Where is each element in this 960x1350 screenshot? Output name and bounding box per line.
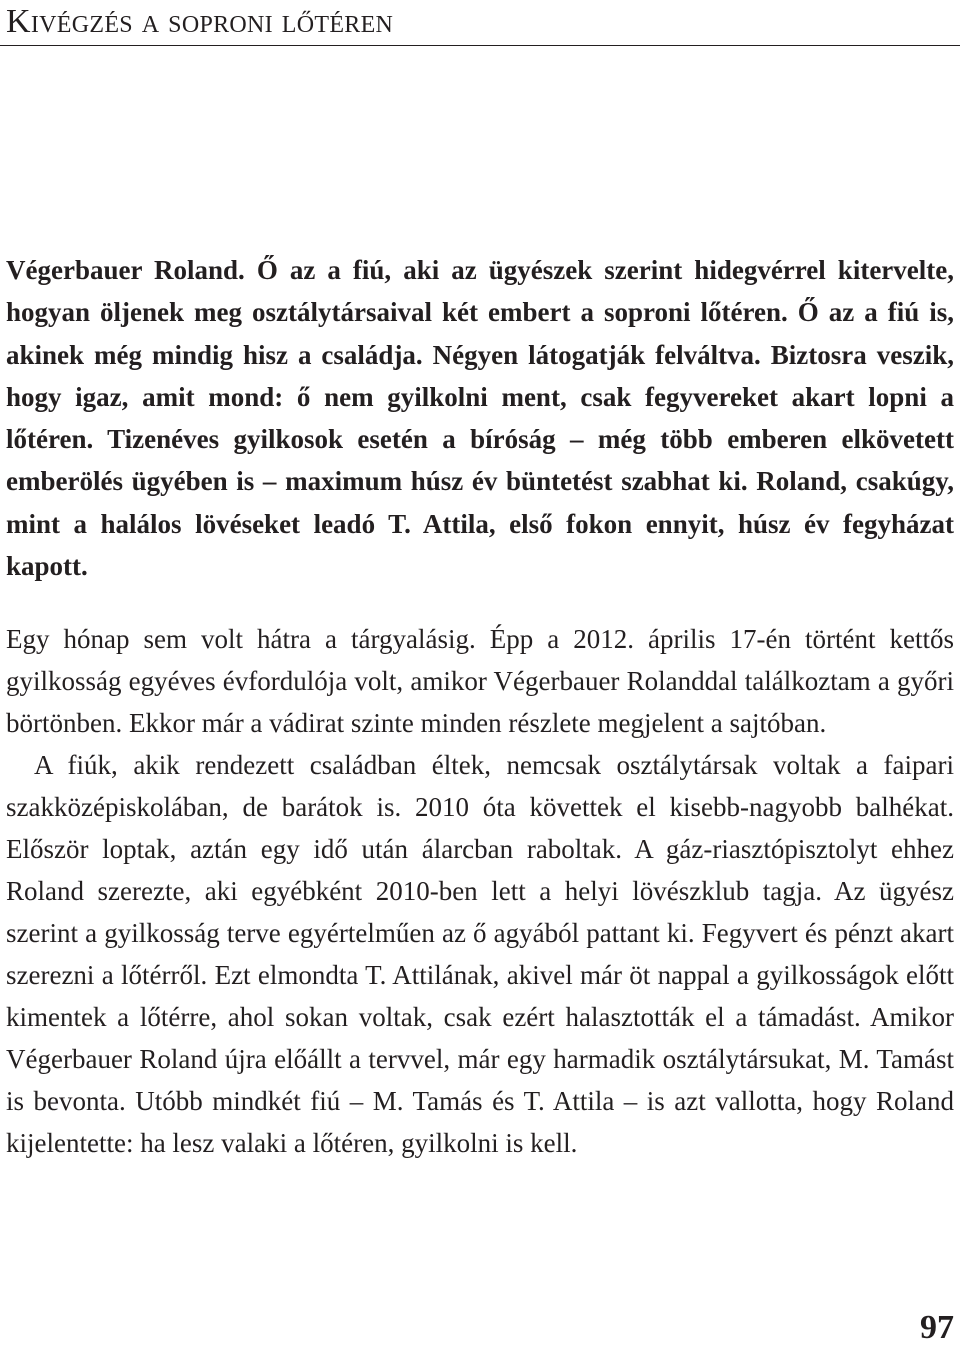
page-number: 97 [920, 1309, 954, 1346]
title-divider [0, 45, 960, 46]
chapter-title: Kivégzés a soproni lőtéren [6, 3, 394, 40]
body-paragraph: A fiúk, akik rendezett családban éltek, nemcsak osztálytársak voltak a faipari szakközépiskolában, de barátok is. 2010 óta követtek el kisebb-nagyobb balhékat. Először loptak, aztán egy idő után álarcban raboltak. A gáz-riasztópisztolyt ehhez Roland szerezte, aki egyébként 2010-ben lett a helyi lövészklub tagja. Az ügyész szerint a gyilkosság terve egyértelműen az ő agyából pattant ki. Fegyvert és pénzt akart szerezni a lőtérről. Ezt elmondta T. Attilának, akivel már öt nappal a gyilkosságok előtt kimentek a lőtérre, ahol sokan voltak, csak ezért halasztották el a támadást. Amikor Végerbauer Roland újra előállt a tervvel, már egy harmadik osztálytársukat, M. Tamást is bevonta. Utóbb mindkét fiú – M. Tamás és T. Attila – is azt vallotta, hogy Roland kijelentette: ha lesz valaki a lőtéren, gyilkolni is kell. [6, 750, 954, 1158]
lead-paragraph: Végerbauer Roland. Ő az a fiú, aki az ügyészek szerint hidegvérrel kitervelte, hogyan öljenek meg osztálytársaival két embert a soproni lőtéren. Ő az a fiú is, akinek még mindig hisz a családja. Négyen látogatják felváltva. Biztosra veszik, hogy igaz, amit mond: ő nem gyilkolni ment, csak fegyvereket akart lopni a lőtéren. Tizenéves gyilkosok esetén a bíróság – még több emberen elkövetett emberölés ügyében is – maximum húsz év büntetést szabhat ki. Roland, csakúgy, mint a halálos lövéseket leadó T. Attila, első fokon ennyit, húsz év fegyházat kapott. [6, 255, 954, 582]
body-paragraph: Egy hónap sem volt hátra a tárgyalásig. Épp a 2012. április 17-én történt kettős gyilkosság egyéves évfordulója volt, amikor Végerbauer Rolanddal találkoztam a győri börtönben. Ekkor már a vádirat szinte minden részlete megjelent a sajtóban. [6, 624, 954, 738]
body-text [6, 618, 954, 1164]
